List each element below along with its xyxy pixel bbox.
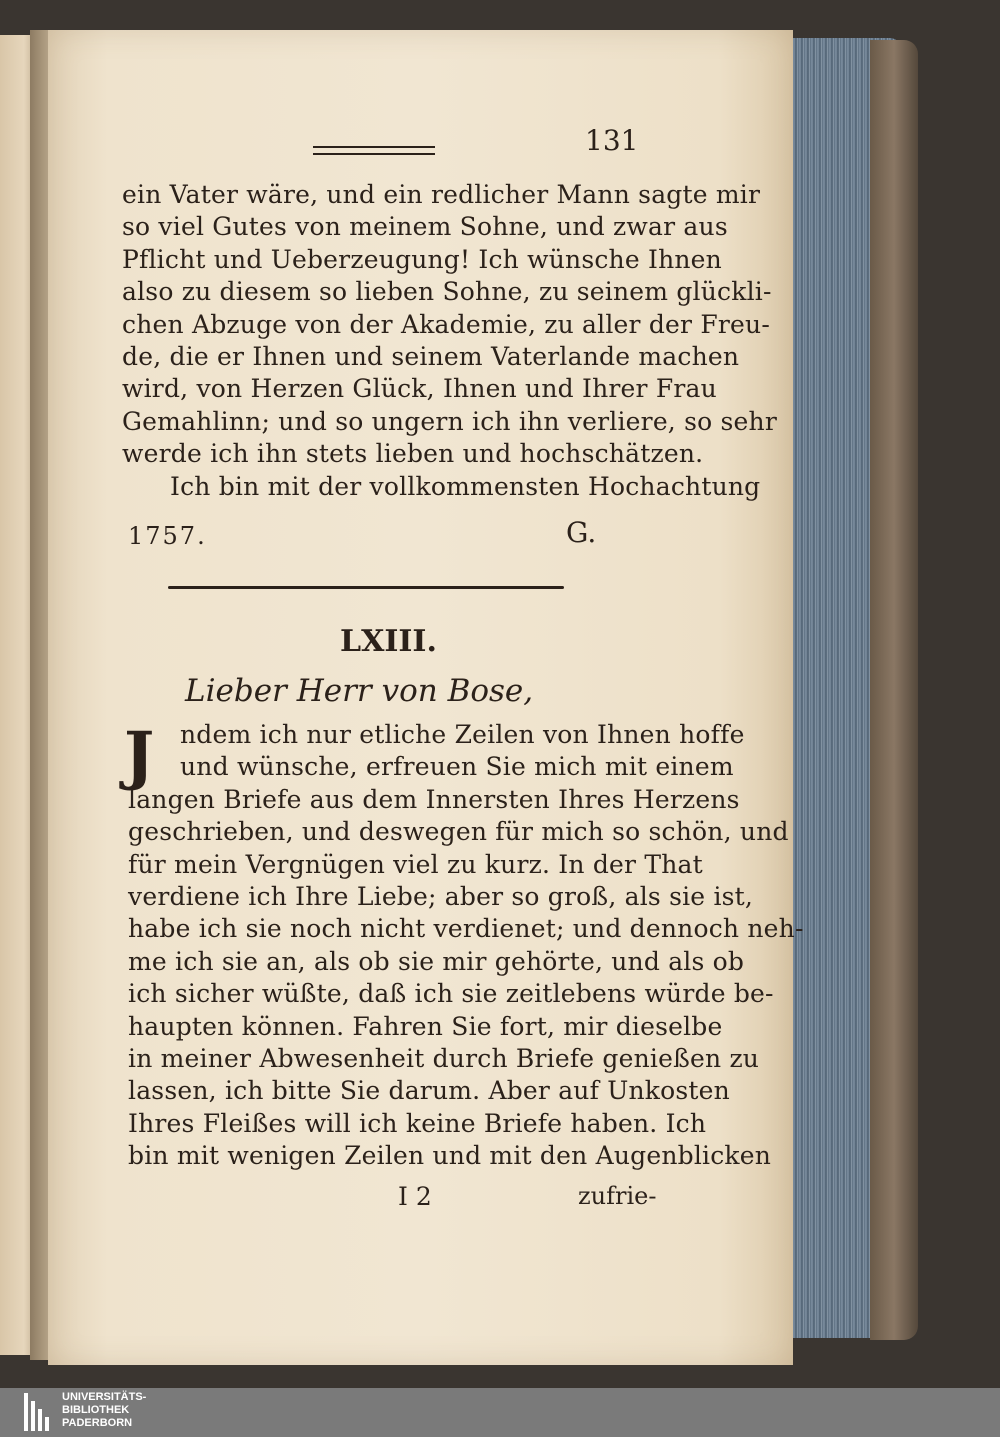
text-line: Ich bin mit der vollkommensten Hochachtung (170, 471, 761, 501)
letter-number: LXIII. (340, 624, 437, 659)
text-line: werde ich ihn stets lieben und hochschätzen. (122, 439, 704, 469)
text-line: verdiene ich Ihre Liebe; aber so groß, als sie ist, (128, 882, 754, 911)
text-line: Ihres Fleißes will ich keine Briefe haben. Ich (128, 1108, 707, 1138)
text-line: bin mit wenigen Zeilen und mit den Augenblicken (128, 1141, 772, 1171)
text-line: me ich sie an, als ob sie mir gehörte, und als ob (128, 946, 745, 976)
text-line: ndem ich nur etliche Zeilen von Ihnen hoffe (180, 720, 745, 749)
page-number: 131 (585, 124, 639, 157)
salutation: Lieber Herr von Bose, (185, 673, 534, 709)
logo-line-3: PADERBORN (62, 1417, 133, 1429)
letter-year: 1757. (128, 522, 207, 550)
text-line: in meiner Abwesenheit durch Briefe genießen zu (128, 1044, 760, 1073)
book-cover-edge (870, 40, 918, 1340)
logo-line-1: UNIVERSITÄTS- (62, 1391, 147, 1403)
text-line: also zu diesem so lieben Sohne, zu seinem glückli- (122, 277, 772, 307)
text-line: chen Abzuge von der Akademie, zu aller der Freu- (122, 309, 770, 339)
logo-line-2: BIBLIOTHEK (62, 1404, 130, 1416)
library-logo-icon (24, 1393, 54, 1431)
text-line: wird, von Herzen Glück, Ihnen und Ihrer Frau (122, 374, 717, 404)
drop-cap: J (124, 718, 155, 793)
library-footer (0, 1388, 1000, 1437)
text-line: Pflicht und Ueberzeugung! Ich wünsche Ihnen (122, 244, 722, 274)
text-line: Gemahlinn; und so ungern ich ihn verliere, so sehr (122, 406, 778, 436)
library-logo-text (62, 1391, 146, 1430)
signature-mark: I 2 (398, 1182, 432, 1211)
text-line: habe ich sie noch nicht verdienet; und dennoch neh- (128, 914, 804, 944)
letter-signature: G. (566, 516, 597, 549)
text-line: geschrieben, und deswegen für mich so schön, und (128, 817, 789, 847)
text-line: so viel Gutes von meinem Sohne, und zwar aus (122, 212, 728, 242)
text-line: langen Briefe aus dem Innersten Ihres Herzens (128, 784, 740, 814)
text-line: und wünsche, erfreuen Sie mich mit einem (180, 752, 734, 782)
text-line: für mein Vergnügen viel zu kurz. In der That (128, 849, 703, 879)
text-line: haupten können. Fahren Sie fort, mir dieselbe (128, 1011, 723, 1041)
catchword: zufrie- (578, 1182, 657, 1210)
text-line: de, die er Ihnen und seinem Vaterlande machen (122, 342, 740, 371)
text-line: lassen, ich bitte Sie darum. Aber auf Unkosten (128, 1076, 730, 1106)
text-line: ich sicher wüßte, daß ich sie zeitlebens würde be- (128, 979, 774, 1009)
header-rule (313, 146, 435, 155)
section-divider (168, 586, 564, 589)
text-line: ein Vater wäre, und ein redlicher Mann sagte mir (122, 180, 761, 209)
